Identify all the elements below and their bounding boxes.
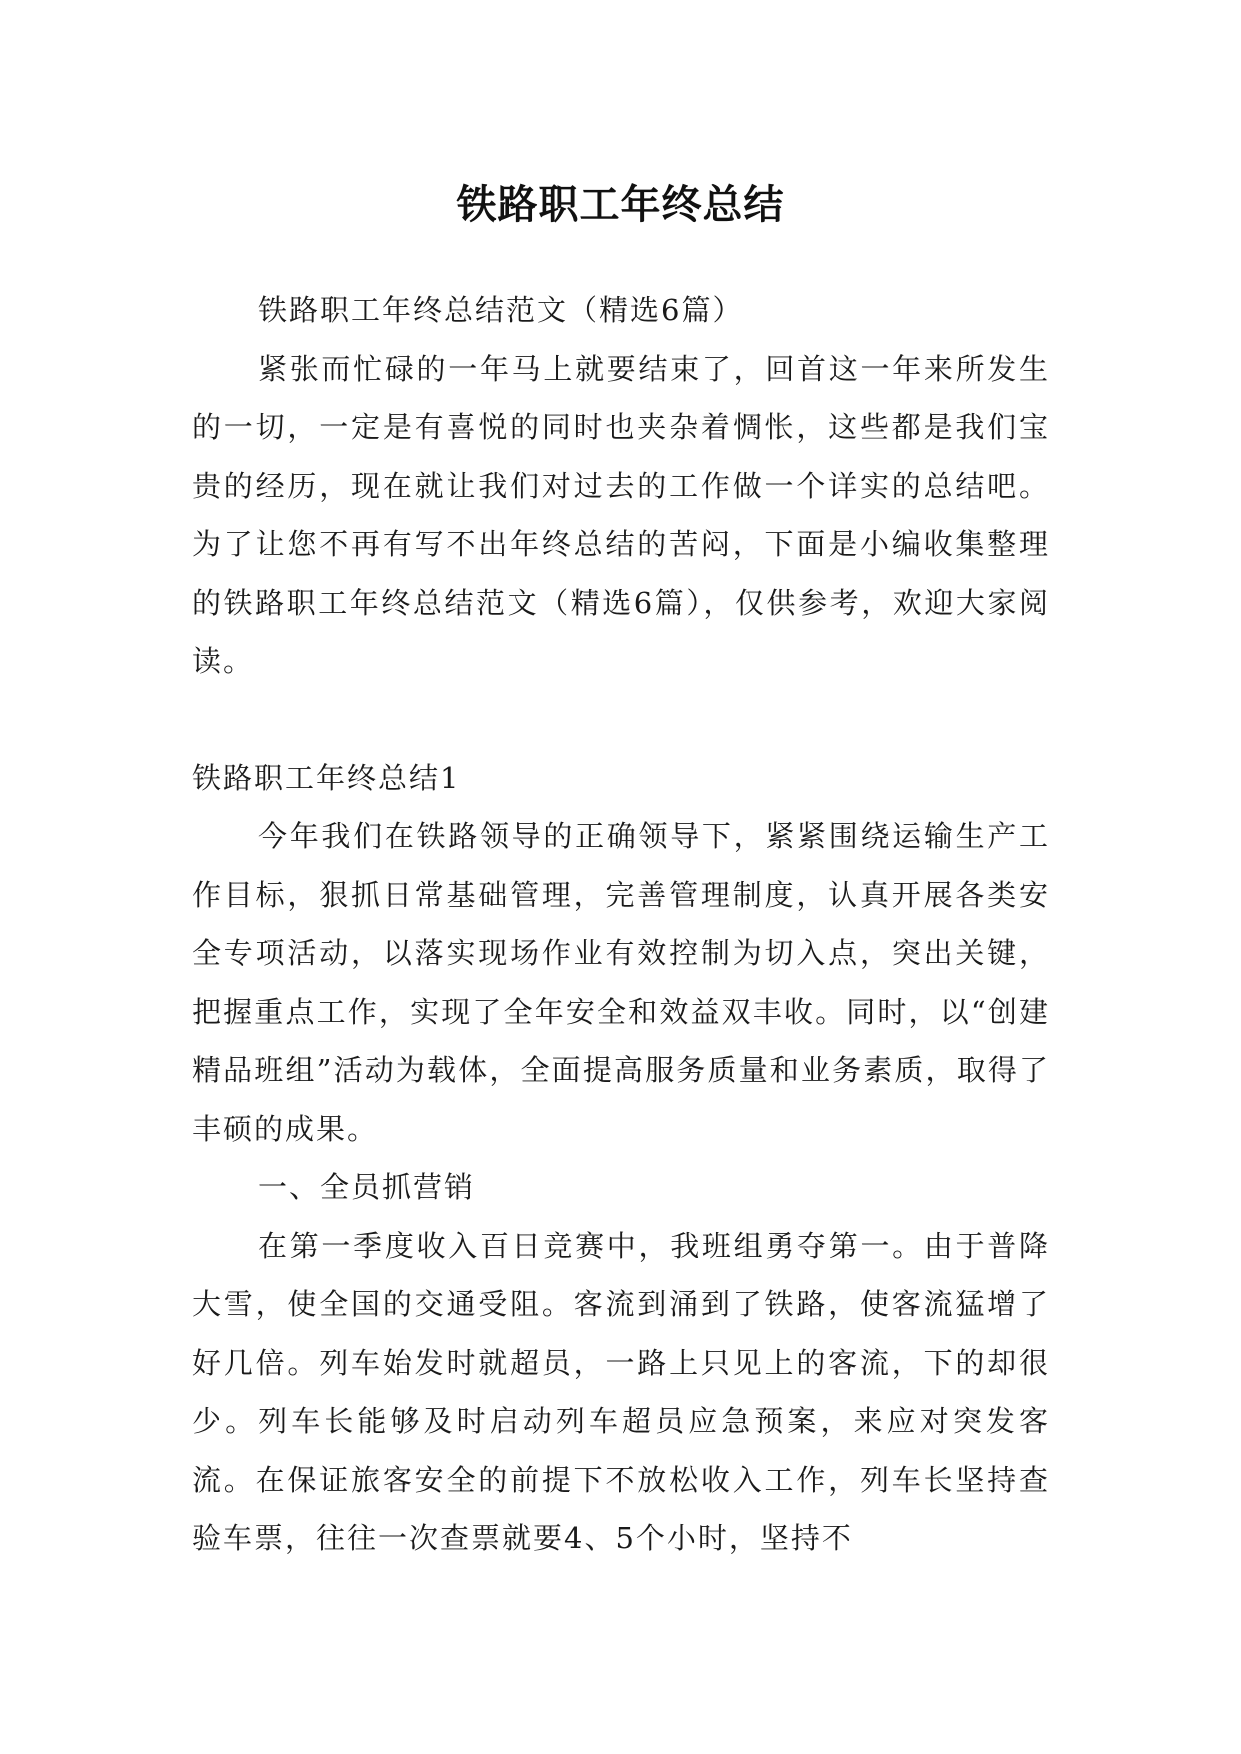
body-paragraph: 在第一季度收入百日竞赛中，我班组勇夺第一。由于普降大雪，使全国的交通受阻。客流到涌到了铁路，使客流猛增了好几倍。列车始发时就超员，一路上只见上的客流，下的却很少。列车长能够及时启动列车超员应急预案，来应对突发客流。在保证旅客安全的前提下不放松收入工作，列车长坚持查验车票，往往一次查票就要4、5个小时，坚持不 (192, 1228, 1050, 1555)
section-heading: 铁路职工年终总结1 (192, 760, 461, 795)
document-title: 铁路职工年终总结 (456, 181, 785, 228)
intro-paragraph: 紧张而忙碌的一年马上就要结束了，回首这一年来所发生的一切，一定是有喜悦的同时也夹杂着惆怅，这些都是我们宝贵的经历，现在就让我们对过去的工作做一个详实的总结吧。为了让您不再有写不出年终总结的苦闷，下面是小编收集整理的铁路职工年终总结范文（精选6篇），仅供参考，欢迎大家阅读。 (192, 351, 1050, 678)
subtitle-paragraph: 铁路职工年终总结范文（精选6篇） (258, 293, 744, 327)
subsection-heading: 一、全员抓营销 (258, 1170, 476, 1204)
document-body (192, 281, 1050, 1568)
body-paragraph: 今年我们在铁路领导的正确领导下，紧紧围绕运输生产工作目标，狠抓日常基础管理，完善管理制度，认真开展各类安全专项活动，以落实现场作业有效控制为切入点，突出关键，把握重点工作，实现了全年安全和效益双丰收。同时，以“创建精品班组”活动为载体，全面提高服务质量和业务素质，取得了丰硕的成果。 (192, 819, 1050, 1146)
